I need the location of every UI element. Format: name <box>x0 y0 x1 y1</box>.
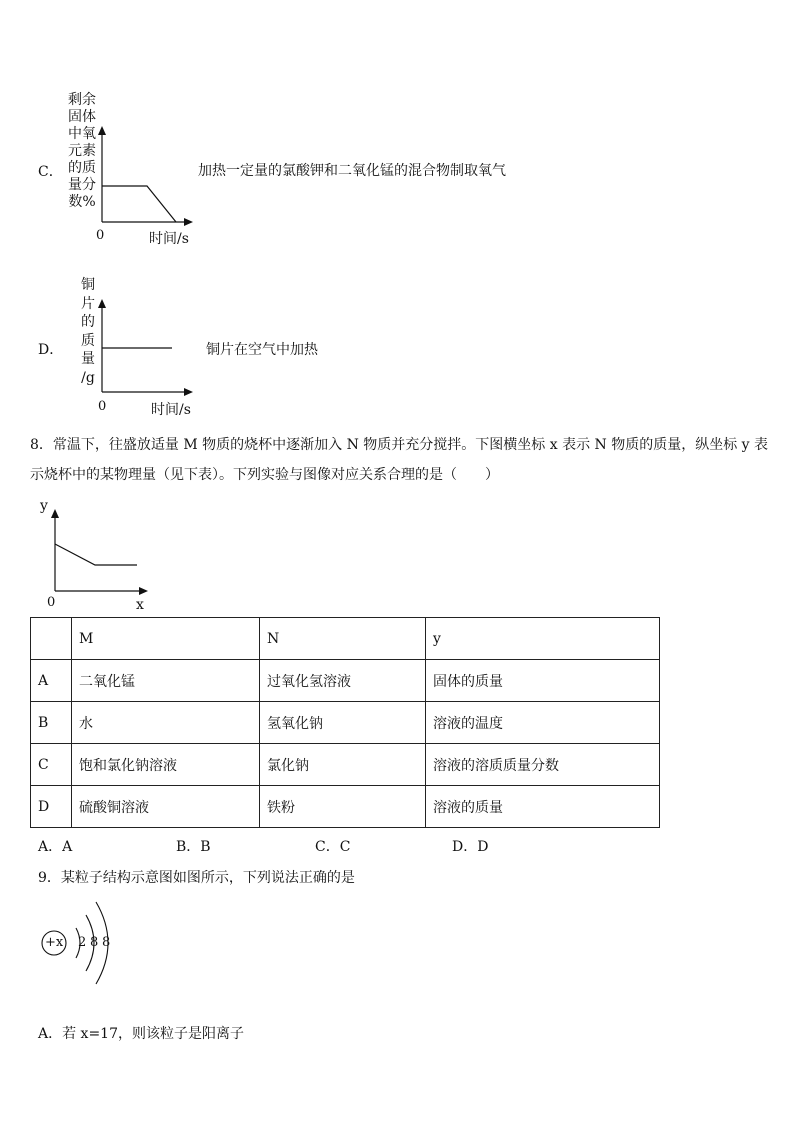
option-c-ylabel-line: 的质 <box>68 160 96 176</box>
q8-graph-origin: 0 <box>47 595 56 610</box>
option-d-description: 铜片在空气中加热 <box>206 342 318 358</box>
table-cell: M <box>72 618 260 660</box>
q8-stem-line2: 示烧杯中的某物理量（见下表）。下列实验与图像对应关系合理的是（ ） <box>30 467 499 483</box>
table-cell: 二氧化锰 <box>72 660 260 702</box>
option-c-ylabel-line: 中氧 <box>68 126 96 142</box>
q8-choice-b: B．B <box>176 839 211 855</box>
table-cell: 固体的质量 <box>426 660 660 702</box>
table-cell: 溶液的质量 <box>426 786 660 828</box>
table-row <box>31 702 660 744</box>
option-c-y-arrow <box>98 126 106 135</box>
option-d-y-arrow <box>98 299 106 308</box>
table-cell: N <box>260 618 426 660</box>
option-d-letter: D． <box>38 342 64 358</box>
table-row <box>31 786 660 828</box>
table-cell: y <box>426 618 660 660</box>
q9-stem: 9．某粒子结构示意图如图所示，下列说法正确的是 <box>38 870 355 886</box>
option-d-xlabel: 时间/s <box>151 402 191 418</box>
table-cell: 铁粉 <box>260 786 426 828</box>
q8-choice-c: C．C <box>315 839 351 855</box>
option-c-xlabel: 时间/s <box>149 231 189 247</box>
table-cell: A <box>31 660 72 702</box>
option-d-x-arrow <box>184 388 193 396</box>
table-cell: 饱和氯化钠溶液 <box>72 744 260 786</box>
option-d-ylabel-line: 的 <box>81 314 95 330</box>
table-cell: C <box>31 744 72 786</box>
table-cell: B <box>31 702 72 744</box>
table-row <box>31 660 660 702</box>
option-c-x-arrow <box>184 218 193 226</box>
option-d-ylabel-line: 量 <box>81 351 95 367</box>
q8-graph-ylabel: y <box>40 498 48 514</box>
option-c-graph <box>95 125 197 227</box>
q8-y-arrow <box>51 509 59 518</box>
table-cell: 溶液的温度 <box>426 702 660 744</box>
q8-choice-d: D．D <box>452 839 489 855</box>
table-cell: 溶液的溶质质量分数 <box>426 744 660 786</box>
option-d-ylabel-line: 片 <box>81 295 95 312</box>
shell-electron-count: 8 <box>102 935 111 950</box>
option-c-ylabel-line: 量分 <box>68 177 96 193</box>
q8-table <box>30 617 660 828</box>
option-d-ylabel-line: 铜 <box>81 277 95 293</box>
option-c-ylabel-line: 元素 <box>68 143 96 159</box>
table-header-row <box>31 618 660 660</box>
option-d-origin: 0 <box>98 399 107 414</box>
option-c-origin: 0 <box>96 228 105 243</box>
table-cell: 氯化钠 <box>260 744 426 786</box>
table-cell: 过氧化氢溶液 <box>260 660 426 702</box>
q8-curve <box>55 544 137 565</box>
q8-stem <box>30 430 770 490</box>
option-c-letter: C． <box>38 164 63 180</box>
option-d-ylabel-line: 质 <box>81 332 95 349</box>
table-cell: 氢氧化钠 <box>260 702 426 744</box>
shell-electron-count: 2 <box>78 935 87 950</box>
nucleus-charge: +x <box>45 935 64 950</box>
table-cell: 硫酸铜溶液 <box>72 786 260 828</box>
q8-graph <box>50 508 152 600</box>
table-row <box>31 744 660 786</box>
q8-x-arrow <box>139 587 148 595</box>
table-cell: D <box>31 786 72 828</box>
q8-graph-xlabel: x <box>136 597 144 613</box>
option-c-ylabel-line: 剩余 <box>68 92 96 108</box>
option-d-graph <box>95 298 197 396</box>
option-c-description: 加热一定量的氯酸钾和二氧化锰的混合物制取氧气 <box>198 163 506 179</box>
q8-stem-line1: 8．常温下，往盛放适量 M 物质的烧杯中逐渐加入 N 物质并充分搅拌。下图横坐标 x 表示 N 物质的质量，纵坐标 y 表 <box>30 437 769 453</box>
option-c-curve <box>102 186 176 222</box>
q9-option-a: A．若 x=17，则该粒子是阳离子 <box>38 1026 245 1042</box>
option-c-ylabel-line: 固体 <box>68 109 96 125</box>
table-cell <box>31 618 72 660</box>
shell-electron-count: 8 <box>90 935 99 950</box>
q8-choice-a: A．A <box>38 839 73 855</box>
option-d-ylabel-line: /g <box>81 369 95 386</box>
table-cell: 水 <box>72 702 260 744</box>
option-c-ylabel-line: 数% <box>68 194 96 210</box>
